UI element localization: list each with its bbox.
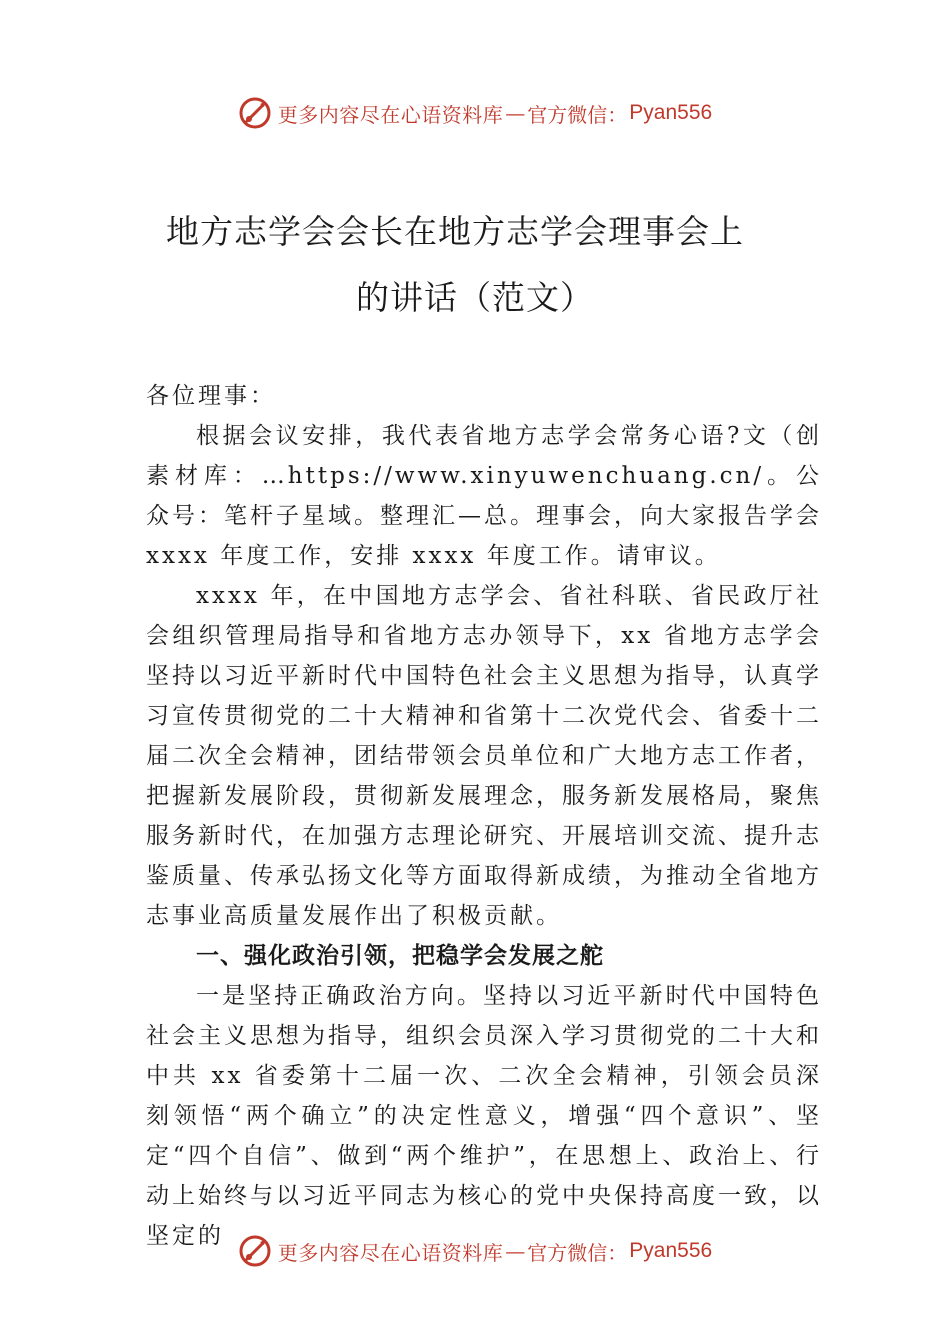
banner-separator: — <box>505 1239 526 1263</box>
page-title-line1: 地方志学会会长在地方志学会理事会上 <box>166 212 744 251</box>
banner-wechat-id: Pyan556 <box>629 1239 713 1262</box>
paragraph-2: xxxx 年，在中国地方志学会、省社科联、省民政厅社会组织管理局指导和省地方志办领导下，xx 省地方志学会坚持以习近平新时代中国特色社会主义思想为指导，认真学习宣传贯彻党的二十大精神和省第十二次党代会、省委十二届二次全会精神，团结带领会员单位和广大地方志工作者，把握新发展阶段，贯彻新发展理念，服务新发展格局，聚焦服务新时代，在加强方志理论研究、开展培训交流、提升志鉴质量、传承弘扬文化等方面取得新成绩，为推动全省地方志事业高质量发展作出了积极贡献。 <box>146 583 822 929</box>
document-body <box>146 376 822 1256</box>
paragraph-1: 根据会议安排，我代表省地方志学会常务心语?文（创素材库：…https://www.xinyuwenchuang.cn/。公众号：笔杆子星域。整理汇—总。理事会，向大家报告学会 xxxx 年度工作，安排 xxxx 年度工作。请审议。 <box>146 423 822 569</box>
header-banner <box>0 96 950 130</box>
banner-wechat-label: 官方微信： <box>527 102 628 127</box>
paragraph-3: 一是坚持正确政治方向。坚持以习近平新时代中国特色社会主义思想为指导，组织会员深入学习贯彻党的二十大和中共 xx 省委第十二届一次、二次全会精神，引领会员深刻领悟“两个确立”的决定性意义，增强“四个意识”、坚定“四个自信”、做到“两个维护”，在思想上、政治上、行动上始终与以习近平同志为核心的党中央保持高度一致，以坚定的 <box>146 983 822 1249</box>
banner-separator: — <box>505 101 526 125</box>
banner-text: 更多内容尽在心语资料库 <box>277 102 504 127</box>
brush-seal-logo-icon <box>238 96 272 130</box>
section-heading-1: 一、强化政治引领，把稳学会发展之舵 <box>196 943 604 969</box>
banner-wechat-id: Pyan556 <box>629 101 713 124</box>
page-title-line2: 的讲话（范文） <box>356 278 594 317</box>
banner-text: 更多内容尽在心语资料库 <box>277 1240 504 1265</box>
banner-wechat-label: 官方微信： <box>527 1240 628 1265</box>
footer-banner <box>0 1234 950 1268</box>
salutation: 各位理事： <box>146 383 276 409</box>
brush-seal-logo-icon <box>238 1234 272 1268</box>
